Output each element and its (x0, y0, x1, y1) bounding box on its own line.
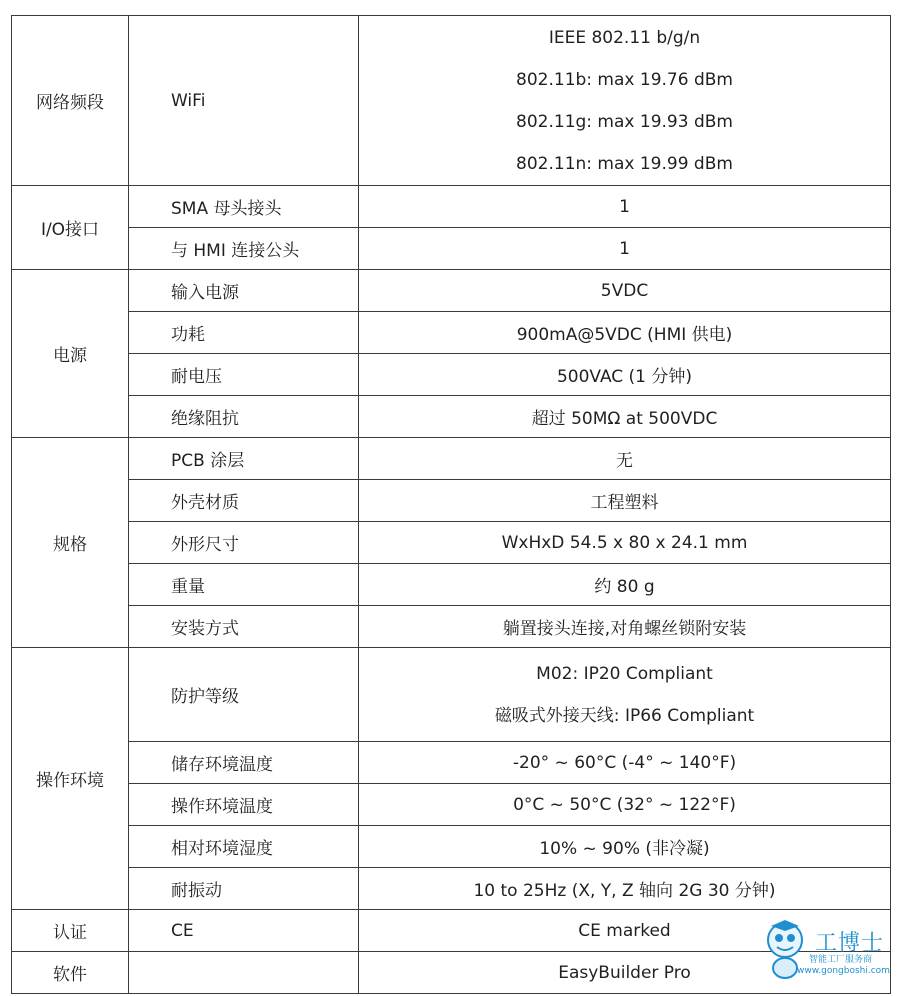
table-row (12, 826, 891, 868)
value-cell (359, 16, 891, 186)
category-cell: 软件 (12, 952, 129, 994)
watermark-url: www.gongboshi.com (797, 966, 890, 976)
value-cell: CE marked (359, 910, 891, 952)
table-row (12, 522, 891, 564)
table-row (12, 784, 891, 826)
table-row (12, 186, 891, 228)
table-row (12, 228, 891, 270)
watermark-tagline: 智能工厂服务商 (809, 955, 873, 965)
watermark-logo (757, 912, 897, 992)
value-cell: 躺置接头连接,对角螺丝锁附安装 (359, 606, 891, 648)
table-row (12, 480, 891, 522)
value-line: IEEE 802.11 b/g/n (548, 27, 701, 48)
category-cell: 操作环境 (12, 648, 129, 910)
item-cell: 耐振动 (129, 868, 359, 910)
value-cell: 约 80 g (359, 564, 891, 606)
watermark-brand: 工博士 (815, 931, 885, 956)
value-cell: 900mA@5VDC (HMI 供电) (359, 312, 891, 354)
value-cell: 500VAC (1 分钟) (359, 354, 891, 396)
value-cell: 超过 50MΩ at 500VDC (359, 396, 891, 438)
item-cell: 耐电压 (129, 354, 359, 396)
item-cell (129, 952, 359, 994)
value-cell: 1 (359, 186, 891, 228)
category-cell: 电源 (12, 270, 129, 438)
value-cell: -20° ~ 60°C (-4° ~ 140°F) (359, 742, 891, 784)
category-cell: 规格 (12, 438, 129, 648)
table-row (12, 396, 891, 438)
value-cell: 10 to 25Hz (X, Y, Z 轴向 2G 30 分钟) (359, 868, 891, 910)
value-line: 802.11b: max 19.76 dBm (516, 69, 733, 90)
item-cell: PCB 涂层 (129, 438, 359, 480)
value-cell: 无 (359, 438, 891, 480)
value-line: 802.11n: max 19.99 dBm (516, 153, 733, 174)
item-cell: 外形尺寸 (129, 522, 359, 564)
value-cell: 5VDC (359, 270, 891, 312)
table-row (12, 354, 891, 396)
category-cell: I/O接口 (12, 186, 129, 270)
item-cell: 功耗 (129, 312, 359, 354)
item-cell: 相对环境湿度 (129, 826, 359, 868)
value-cell: 1 (359, 228, 891, 270)
table-row (12, 648, 891, 742)
table-row (12, 606, 891, 648)
item-cell: SMA 母头接头 (129, 186, 359, 228)
value-cell: 10% ~ 90% (非冷凝) (359, 826, 891, 868)
item-cell: WiFi (129, 16, 359, 186)
item-cell: 绝缘阻抗 (129, 396, 359, 438)
item-cell: 输入电源 (129, 270, 359, 312)
category-cell: 网络频段 (12, 16, 129, 186)
table-row (12, 438, 891, 480)
value-cell: WxHxD 54.5 x 80 x 24.1 mm (359, 522, 891, 564)
item-cell: 防护等级 (129, 648, 359, 742)
item-cell: 重量 (129, 564, 359, 606)
table-row (12, 868, 891, 910)
table-row (12, 16, 891, 186)
item-cell: 与 HMI 连接公头 (129, 228, 359, 270)
table-row (12, 564, 891, 606)
item-cell: 安装方式 (129, 606, 359, 648)
item-cell: CE (129, 910, 359, 952)
value-cell: 0°C ~ 50°C (32° ~ 122°F) (359, 784, 891, 826)
item-cell: 外壳材质 (129, 480, 359, 522)
item-cell: 操作环境温度 (129, 784, 359, 826)
table-row (12, 742, 891, 784)
item-cell: 储存环境温度 (129, 742, 359, 784)
value-line: 磁吸式外接天线: IP66 Compliant (494, 705, 755, 726)
value-cell (359, 648, 891, 742)
table-row (12, 270, 891, 312)
value-cell: 工程塑料 (359, 480, 891, 522)
spec-table (11, 15, 891, 994)
table-row (12, 312, 891, 354)
value-cell: EasyBuilder Pro (359, 952, 891, 994)
value-line: M02: IP20 Compliant (536, 663, 713, 684)
value-line: 802.11g: max 19.93 dBm (516, 111, 733, 132)
category-cell: 认证 (12, 910, 129, 952)
